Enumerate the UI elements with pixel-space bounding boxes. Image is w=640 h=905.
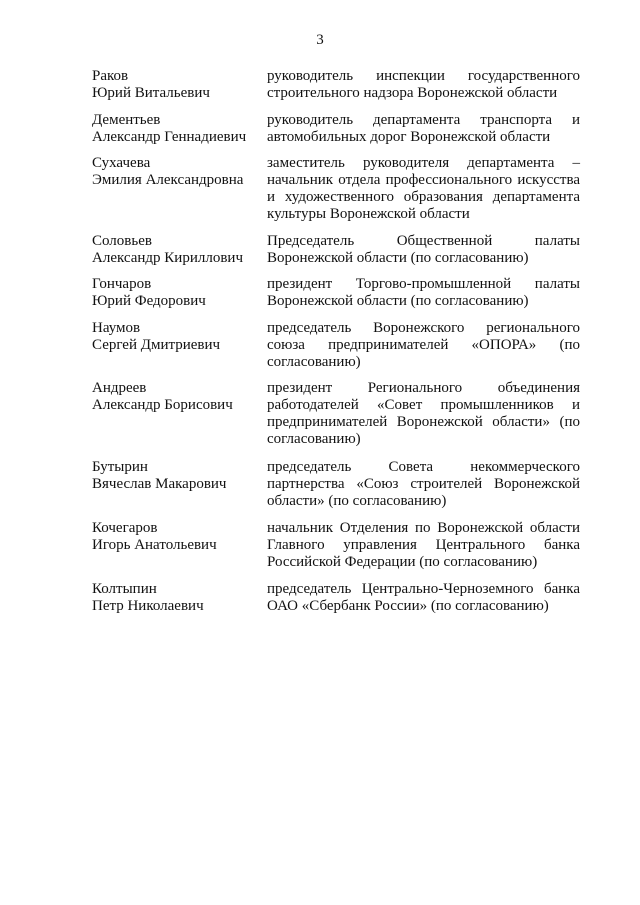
member-role: президент Регионального объединения работодателей «Совет промышленников и предпринимателей Воронежской области» (по согласованию) [267,380,580,447]
member-role: председатель Совета некоммерческого партнерства «Союз строителей Воронежской области» (по согласованию) [267,459,580,509]
member-name [92,233,267,267]
member-role: заместитель руководителя департамента – начальник отдела профессионального искусства и художественного образования департамента культуры Воронежской области [267,155,580,222]
member-last-name: Сухачева [92,155,151,171]
member-role: руководитель инспекции государственного строительного надзора Воронежской области [267,68,580,101]
member-entry-sukhacheva [92,155,580,223]
member-entry-dementyev [92,112,580,146]
member-name [92,459,267,510]
member-last-name: Кочегаров [92,520,158,536]
member-name [92,320,267,371]
member-entry-kochegarov [92,520,580,571]
member-name [92,155,267,223]
member-first-name: Юрий Витальевич [92,85,210,101]
member-role: начальник Отделения по Воронежской области Главного управления Центрального банка Российской Федерации (по согласованию) [267,520,580,570]
member-first-name: Вячеслав Макарович [92,476,227,492]
member-entry-naumov [92,320,580,371]
member-first-name: Сергей Дмитриевич [92,337,221,353]
member-name [92,276,267,310]
member-role: руководитель департамента транспорта и автомобильных дорог Воронежской области [267,112,580,145]
member-last-name: Соловьев [92,233,152,249]
member-entry-goncharov [92,276,580,310]
member-first-name: Александр Борисович [92,397,233,413]
member-name [92,581,267,615]
member-role: Председатель Общественной палаты Воронежской области (по согласованию) [267,233,580,266]
member-name [92,68,267,102]
member-name [92,380,267,448]
member-name [92,112,267,146]
member-last-name: Гончаров [92,276,152,292]
member-entry-andreev [92,380,580,448]
member-role: президент Торгово-промышленной палаты Воронежской области (по согласованию) [267,276,580,309]
member-last-name: Раков [92,68,129,84]
member-entry-butyrin [92,459,580,510]
member-last-name: Наумов [92,320,141,336]
member-first-name: Эмилия Александровна [92,172,244,188]
member-first-name: Петр Николаевич [92,598,204,614]
member-entry-rakov [92,68,580,102]
member-last-name: Колтыпин [92,581,157,597]
member-first-name: Александр Геннадиевич [92,129,247,145]
page-number: 3 [316,32,324,48]
member-last-name: Дементьев [92,112,161,128]
member-role: председатель Центрально-Черноземного банка ОАО «Сбербанк России» (по согласованию) [267,581,580,614]
member-first-name: Юрий Федорович [92,293,206,309]
member-name [92,520,267,571]
member-role: председатель Воронежского регионального союза предпринимателей «ОПОРА» (по согласованию) [267,320,580,370]
member-entry-solovyev [92,233,580,267]
member-last-name: Андреев [92,380,147,396]
member-last-name: Бутырин [92,459,148,475]
member-entry-koltypin [92,581,580,615]
member-first-name: Игорь Анатольевич [92,537,217,553]
member-first-name: Александр Кириллович [92,250,243,266]
